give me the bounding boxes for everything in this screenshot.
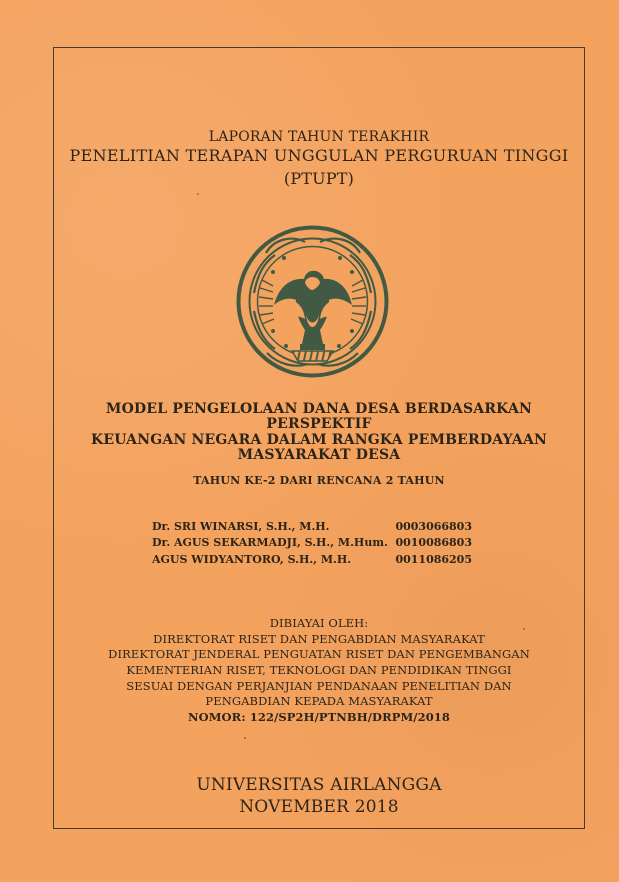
university-seal-icon — [234, 223, 391, 380]
publication-date: NOVEMBER 2018 — [239, 796, 399, 817]
institution-footer — [53, 775, 585, 819]
project-title-line-2: KEUANGAN NEGARA DALAM RANGKA PEMBERDAYAAN — [90, 431, 548, 448]
team-member-name: AGUS WIDYANTORO, S.H., M.H. — [152, 552, 352, 566]
funding-label: DIBIAYAI OLEH: — [269, 616, 369, 630]
report-type: LAPORAN TAHUN TERAKHIR — [208, 129, 430, 145]
paper-speck — [197, 193, 199, 195]
funding-line-4: SESUAI DENGAN PERJANJIAN PENDANAAN PENELITIAN DAN — [126, 678, 512, 693]
paper-speck — [523, 628, 525, 630]
project-title-line-3: MASYARAKAT DESA — [237, 447, 401, 464]
funding-line-3: KEMENTERIAN RISET, TEKNOLOGI DAN PENDIDIKAN TINGGI — [126, 662, 512, 677]
research-team — [152, 519, 472, 568]
funding-line-2: DIREKTORAT JENDERAL PENGUATAN RISET DAN PENGEMBANGAN — [108, 647, 530, 662]
research-program-title: PENELITIAN TERAPAN UNGGULAN PERGURUAN TINGGI — [69, 146, 569, 165]
funding-agreement-number: NOMOR: 122/SP2H/PTNBH/DRPM/2018 — [187, 709, 451, 724]
team-member-name: Dr. AGUS SEKARMADJI, S.H., M.Hum. — [152, 536, 388, 550]
team-member — [152, 552, 472, 568]
research-program-acronym: (PTUPT) — [283, 169, 355, 188]
project-year: TAHUN KE-2 DARI RENCANA 2 TAHUN — [193, 474, 445, 487]
funding-line-5: PENGABDIAN KEPADA MASYARAKAT — [205, 694, 433, 709]
funding-information — [53, 616, 585, 725]
funding-line-1: DIREKTORAT RISET DAN PENGABDIAN MASYARAKAT — [153, 631, 485, 646]
project-title — [53, 402, 585, 464]
team-member-id: 0010086803 — [395, 536, 472, 550]
project-title-line-1: MODEL PENGELOLAAN DANA DESA BERDASARKAN PERSPEKTIF — [105, 401, 533, 433]
paper-speck — [244, 737, 246, 739]
team-member-id: 0011086205 — [395, 552, 472, 566]
university-name: UNIVERSITAS AIRLANGGA — [196, 775, 442, 795]
team-member-name: Dr. SRI WINARSI, S.H., M.H. — [152, 520, 330, 533]
team-member — [152, 535, 472, 551]
team-member-id: 0003066803 — [395, 520, 472, 533]
team-member — [152, 519, 472, 535]
